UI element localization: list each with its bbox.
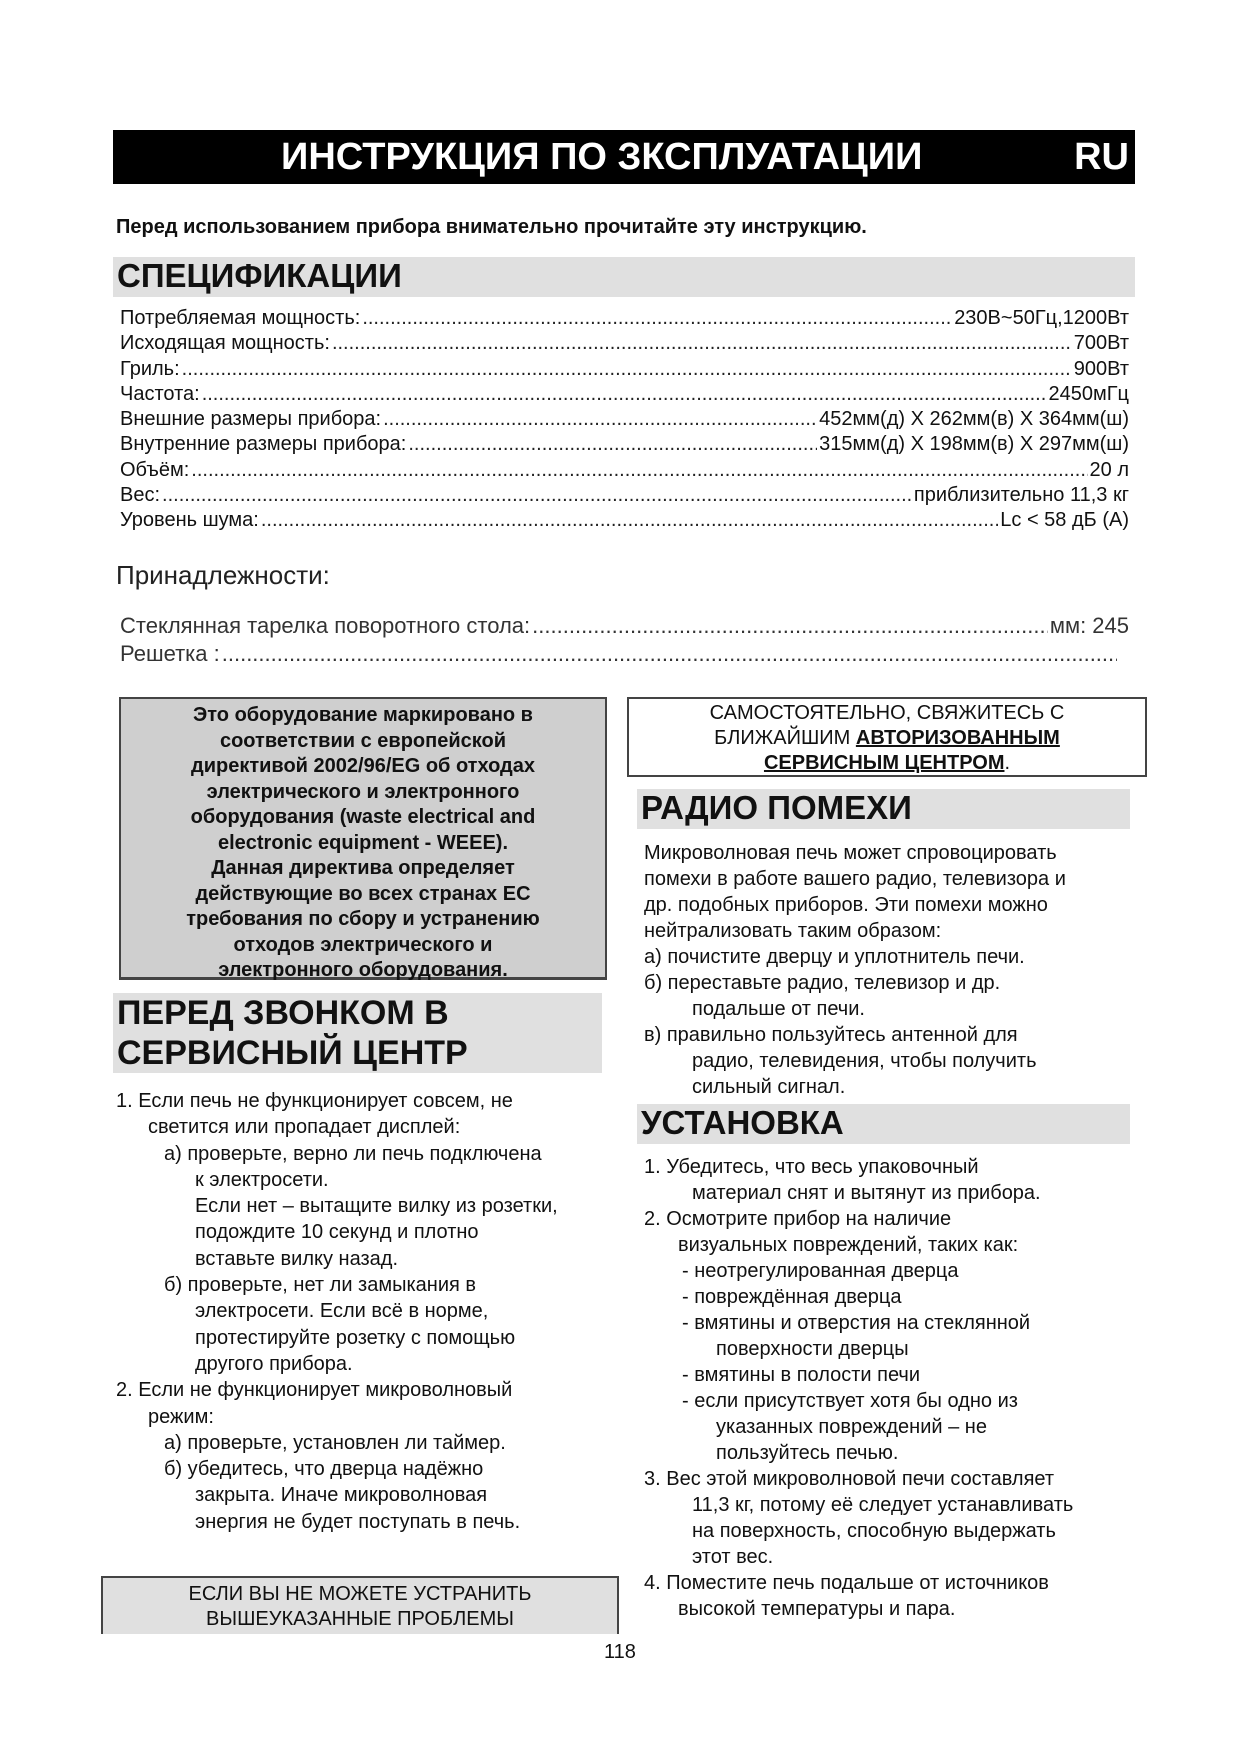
list-line: - вмятины в полости печи [682,1364,920,1386]
spec-list [120,306,1129,534]
language-code: RU [1074,136,1129,178]
spec-value: 20 л [1089,458,1129,481]
spec-label: Потребляемая мощность: [120,307,361,329]
service-text: БЛИЖАЙШИМ [714,727,856,749]
page-title: ИНСТРУКЦИЯ ПО ЗКСПЛУАТАЦИИ [281,136,923,178]
list-line: режим: [148,1405,214,1428]
weee-line: электрического и электронного [206,780,520,803]
list-line: этот вес. [692,1546,774,1568]
radio-list [644,840,1066,1100]
list-line: а) почистите дверцу и уплотнитель печи. [644,946,1025,968]
list-line: закрыта. Иначе микроволновая [195,1484,488,1507]
weee-line: директивой 2002/96/EG об отходах [191,755,535,777]
list-line: пользуйтесь печью. [716,1442,899,1464]
weee-line: соответствии с европейской [219,729,507,752]
list-line: указанных повреждений – не [716,1416,987,1438]
spec-value: приблизительно 11,3 кг [913,484,1129,507]
list-line: к электросети. [195,1168,329,1191]
service-line: ВЫШЕУКАЗАННЫЕ ПРОБЛЕМЫ [206,1608,514,1630]
list-line: 2. Если не функционирует микроволновый [116,1379,513,1402]
spec-row [120,508,1129,533]
spec-value: 2450мГц [1048,382,1129,405]
weee-line: электронного оборудования. [218,959,508,981]
accessory-row [120,640,1129,668]
list-line: б) проверьте, нет ли замыкания в [164,1274,477,1297]
list-line: энергия не будет поступать в печь. [195,1510,521,1533]
list-line: подождите 10 секунд и плотно [195,1221,479,1244]
spec-value: 452мм(д) Х 262мм(в) Х 364мм(ш) [819,408,1129,431]
spec-row [120,331,1129,356]
spec-label: Объём: [120,458,190,481]
list-line: 1. Если печь не функционирует совсем, не [116,1090,513,1112]
list-line: 1. Убедитесь, что весь упаковочный [644,1156,979,1178]
spec-label: Исходящая мощность: [120,332,330,355]
list-line: сильный сигнал. [692,1076,846,1098]
spec-label: Частота: [120,382,200,405]
spec-value: 315мм(д) Х 198мм(в) Х 297мм(ш) [819,433,1129,456]
list-line: нейтрализовать таким образом: [644,920,942,942]
before-call-heading [113,993,602,1073]
service-emphasis: АВТОРИЗОВАННЫМ [855,727,1060,749]
list-line: - вмятины и отверстия на стеклянной [682,1312,1031,1334]
install-heading: УСТАНОВКА [637,1104,1130,1144]
list-line: другого прибора. [195,1352,353,1375]
service-text: . [1004,752,1011,774]
heading-line: СЕРВИСНЫЙ ЦЕНТР [117,1034,468,1072]
spec-row [120,483,1129,508]
spec-label: Уровень шума: [120,509,259,532]
specs-heading: СПЕЦИФИКАЦИИ [113,257,1135,297]
service-line [629,751,1145,776]
list-line: Микроволновая печь может спровоцировать [644,842,1057,864]
list-line: 11,3 кг, потому её следует устанавливать [692,1494,1074,1516]
weee-line: Данная директива определяет [211,857,515,879]
accessory-value: мм: 245 [1049,613,1129,638]
list-line: подальше от печи. [692,998,865,1020]
weee-line: оборудования (waste electrical and [190,806,536,828]
list-line: - повреждённая дверца [682,1286,902,1308]
list-line: 2. Осмотрите прибор на наличие [644,1208,952,1230]
list-line: визуальных повреждений, таких как: [678,1234,1019,1256]
service-line: САМОСТОЯТЕЛЬНО, СВЯЖИТЕСЬ С [709,702,1065,724]
list-line: в) правильно пользуйтесь антенной для [644,1024,1018,1046]
list-line: б) переставьте радио, телевизор и др. [644,972,1001,994]
list-line: а) проверьте, установлен ли таймер. [164,1431,506,1454]
service-line: ЕСЛИ ВЫ НЕ МОЖЕТЕ УСТРАНИТЬ [188,1583,532,1605]
spec-value: Lc < 58 дБ (А) [1000,509,1129,532]
list-line: - неотрегулированная дверца [682,1260,959,1282]
weee-line: electronic equipment - WEEE). [217,831,509,854]
accessory-label: Стеклянная тарелка поворотного стола: [120,613,531,638]
accessory-row [120,612,1129,640]
weee-notice [119,697,607,980]
spec-label: Внутренние размеры прибора: [120,433,407,456]
list-line: светится или пропадает дисплей: [148,1116,461,1139]
spec-label: Гриль: [120,357,180,380]
accessory-label: Решетка : [120,641,220,666]
intro-text: Перед использованием прибора внимательно прочитайте эту инструкцию. [116,216,867,238]
list-line: электросети. Если всё в норме, [195,1300,489,1323]
list-line: б) убедитесь, что дверца надёжно [164,1458,484,1481]
spec-row [120,407,1129,432]
weee-line: требования по сбору и устранению [186,908,540,930]
list-line: радио, телевидения, чтобы получить [692,1050,1037,1072]
service-emphasis: СЕРВИСНЫМ ЦЕНТРОМ [763,752,1005,774]
spec-value: 900Вт [1073,357,1129,380]
list-line: Если нет – вытащите вилку из розетки, [195,1195,558,1218]
accessories-list [120,612,1129,668]
heading-line: ПЕРЕД ЗВОНКОМ В [117,994,449,1032]
install-list [644,1154,1073,1622]
radio-heading: РАДИО ПОМЕХИ [637,789,1130,829]
spec-label: Внешние размеры прибора: [120,408,382,431]
list-line: высокой температуры и пара. [678,1598,956,1620]
list-line: 4. Поместите печь подальше от источников [644,1572,1049,1594]
list-line: помехи в работе вашего радио, телевизора и [644,868,1066,890]
weee-line: действующие во всех странах ЕС [195,882,531,905]
spec-row [120,306,1129,331]
list-line: на поверхность, способную выдержать [692,1520,1056,1542]
spec-row [120,357,1129,382]
service-center-box [101,1576,619,1634]
before-call-list [116,1088,616,1535]
weee-line: Это оборудование маркировано в [193,704,533,726]
list-line: протестируйте розетку с помощью [195,1326,516,1349]
spec-label: Вес: [120,484,161,507]
list-line: вставьте вилку назад. [195,1247,399,1270]
spec-row [120,382,1129,407]
list-line: материал снят и вытянут из прибора. [692,1182,1041,1204]
list-line: др. подобных приборов. Эти помехи можно [644,894,1048,916]
spec-row [120,432,1129,457]
list-line: - если присутствует хотя бы одно из [682,1390,1018,1412]
list-line: а) проверьте, верно ли печь подключена [164,1142,542,1165]
service-line [629,726,1145,751]
page-number: 118 [604,1641,636,1663]
weee-line: отходов электрического и [233,933,493,956]
service-center-note [627,697,1147,777]
spec-value: 230В~50Гц,1200Вт [954,307,1129,329]
list-line: 3. Вес этой микроволновой печи составляет [644,1468,1055,1490]
spec-row [120,458,1129,483]
spec-value: 700Вт [1073,332,1129,355]
list-line: поверхности дверцы [716,1338,909,1360]
title-bar [113,130,1135,184]
accessories-heading: Принадлежности: [116,560,330,590]
